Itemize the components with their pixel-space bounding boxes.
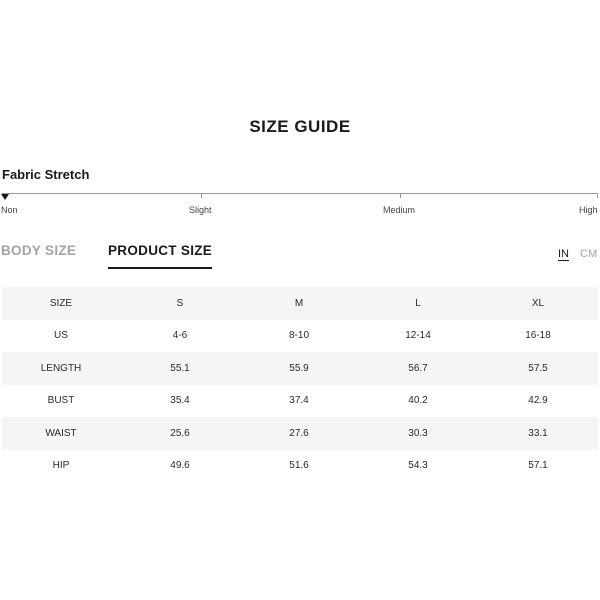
table-cell: 4-6 bbox=[172, 330, 188, 342]
table-header-row bbox=[2, 287, 598, 320]
table-cell: 25.6 bbox=[170, 427, 190, 439]
table-cell: 8-10 bbox=[288, 330, 309, 342]
table-cell: 55.9 bbox=[289, 362, 309, 374]
table-row bbox=[2, 417, 598, 450]
table-cell: HIP bbox=[52, 460, 70, 472]
table-cell: 49.6 bbox=[170, 460, 190, 472]
fabric-stretch-label: Fabric Stretch bbox=[2, 167, 90, 182]
stretch-level-non: Non bbox=[1, 205, 18, 215]
stretch-level-high: High bbox=[579, 205, 598, 215]
table-row bbox=[2, 385, 598, 418]
table-row bbox=[2, 352, 598, 385]
table-cell: 12-14 bbox=[405, 330, 431, 342]
table-cell: 30.3 bbox=[408, 427, 428, 439]
table-header-cell: XL bbox=[531, 297, 545, 309]
stretch-tick-medium bbox=[400, 193, 401, 198]
stretch-marker-icon bbox=[1, 194, 9, 200]
page-title: SIZE GUIDE bbox=[249, 117, 351, 136]
table-cell: 56.7 bbox=[408, 362, 428, 374]
table-cell: 40.2 bbox=[408, 395, 428, 407]
table-cell: 33.1 bbox=[528, 427, 548, 439]
table-cell: 54.3 bbox=[408, 460, 428, 472]
table-header-cell: M bbox=[294, 297, 304, 309]
stretch-tick-slight bbox=[201, 193, 202, 198]
stretch-level-medium: Medium bbox=[383, 205, 416, 215]
table-cell: WAIST bbox=[45, 427, 77, 439]
table-header-cell: SIZE bbox=[49, 297, 73, 309]
stretch-tick-high bbox=[597, 193, 598, 198]
table-cell: 55.1 bbox=[170, 362, 190, 374]
stretch-track bbox=[2, 193, 598, 194]
unit-toggle-in[interactable]: IN bbox=[558, 248, 569, 260]
table-cell: 57.5 bbox=[528, 362, 548, 374]
table-cell: LENGTH bbox=[40, 362, 82, 374]
table-cell: 37.4 bbox=[289, 395, 309, 407]
table-header-cell: L bbox=[415, 297, 421, 309]
table-cell: BUST bbox=[47, 395, 75, 407]
table-cell: US bbox=[54, 330, 68, 342]
stretch-level-slight: Slight bbox=[189, 205, 212, 215]
table-cell: 51.6 bbox=[289, 460, 309, 472]
unit-toggle-cm[interactable]: CM bbox=[580, 248, 598, 260]
table-row bbox=[2, 320, 598, 353]
tab-body-size[interactable]: BODY SIZE bbox=[1, 243, 77, 258]
table-cell: 42.9 bbox=[528, 395, 548, 407]
table-cell: 16-18 bbox=[525, 330, 551, 342]
table-cell: 57.1 bbox=[528, 460, 548, 472]
active-tab-indicator bbox=[108, 267, 212, 269]
table-header-cell: S bbox=[176, 297, 184, 309]
size-table bbox=[2, 287, 598, 482]
table-cell: 27.6 bbox=[289, 427, 309, 439]
table-cell: 35.4 bbox=[170, 395, 190, 407]
table-row bbox=[2, 450, 598, 483]
tab-product-size[interactable]: PRODUCT SIZE bbox=[108, 243, 213, 258]
